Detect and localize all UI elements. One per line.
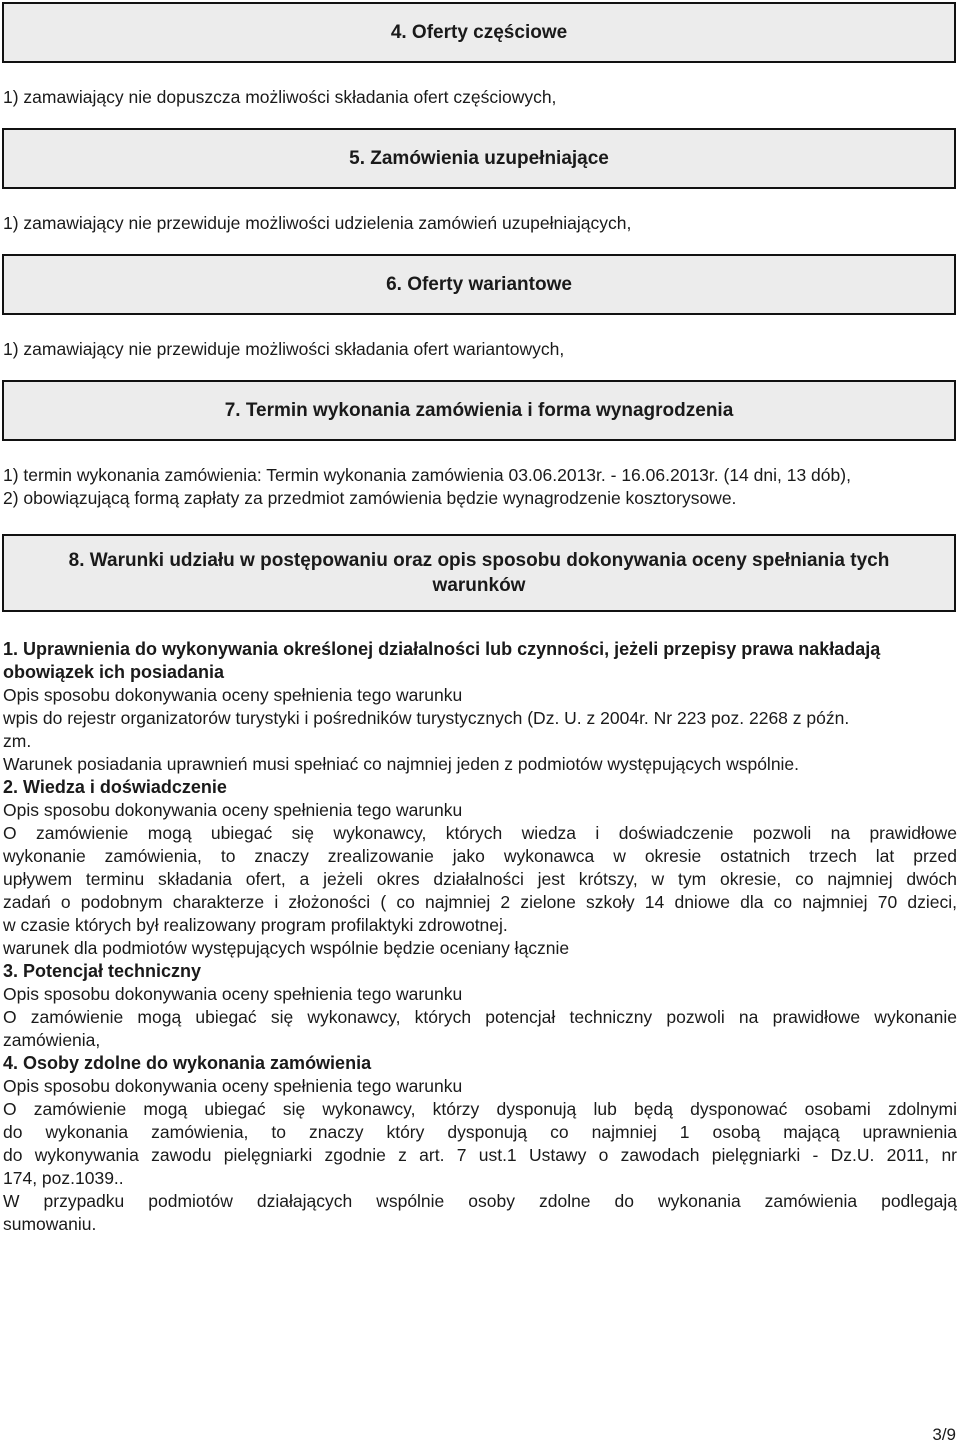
section-6-line: 1) zamawiający nie przewiduje możliwości składania ofert wariantowych,: [3, 339, 565, 359]
section-8-heading-line-1: 8. Warunki udziału w postępowaniu oraz opis sposobu dokonywania oceny spełniania tych: [68, 550, 890, 571]
section-6-heading: 6. Oferty wariantowe: [2, 254, 956, 315]
condition-4-text: sumowaniu.: [3, 1214, 97, 1234]
section-8-body: [3, 638, 957, 1236]
section-4-text: [3, 86, 957, 109]
section-7-line-1: 1) termin wykonania zamówienia: Termin wykonania zamówienia 03.06.2013r. - 16.06.2013r. (14 dni, 13 dób),: [3, 465, 851, 485]
condition-2-text: wykonanie zamówienia, to znaczy zrealizowanie jako wykonawca w okresie ostatnich trzech lat przed: [3, 846, 957, 866]
condition-2-text: warunek dla podmiotów występujących wspólnie będzie oceniany łącznie: [3, 938, 570, 958]
condition-4-text: O zamówienie mogą ubiegać się wykonawcy, którzy dysponują lub będą dysponować osobami zdolnymi: [3, 1099, 957, 1119]
section-5-text: [3, 212, 957, 235]
condition-4-desc-label: Opis sposobu dokonywania oceny spełnienia tego warunku: [3, 1076, 463, 1096]
condition-1-text: Warunek posiadania uprawnień musi spełniać co najmniej jeden z podmiotów występujących wspólnie.: [3, 754, 800, 774]
condition-1-title-cont: obowiązek ich posiadania: [3, 662, 225, 682]
section-4-heading: 4. Oferty częściowe: [2, 2, 956, 63]
condition-4-text: W przypadku podmiotów działających wspólnie osoby zdolne do wykonania zamówienia podlegają: [3, 1191, 957, 1211]
condition-4-text: 174, poz.1039..: [3, 1168, 124, 1188]
condition-3-desc-label: Opis sposobu dokonywania oceny spełnienia tego warunku: [3, 984, 463, 1004]
condition-4-title: 4. Osoby zdolne do wykonania zamówienia: [3, 1053, 372, 1073]
condition-1-text: wpis do rejestr organizatorów turystyki i pośredników turystycznych (Dz. U. z 2004r. Nr 223 poz. 2268 z późn.: [3, 708, 850, 728]
section-8-heading-line-2: warunków: [432, 575, 526, 596]
section-8-heading: [2, 534, 956, 612]
condition-4-text: do wykonania zamówienia, to znaczy który dysponują co najmniej 1 osobą mającą uprawnienia: [3, 1122, 957, 1142]
condition-1-desc-label: Opis sposobu dokonywania oceny spełnienia tego warunku: [3, 685, 463, 705]
condition-3-title: 3. Potencjał techniczny: [3, 961, 202, 981]
section-7-line-2: 2) obowiązującą formą zapłaty za przedmiot zamówienia będzie wynagrodzenie kosztorysowe.: [3, 488, 737, 508]
section-7-text: [3, 464, 957, 510]
section-7-heading: 7. Termin wykonania zamówienia i forma wynagrodzenia: [2, 380, 956, 441]
condition-2-text: upływem terminu składania ofert, a jeżeli okres działalności jest krótszy, w tym okresie, co najmniej dwóch: [3, 869, 957, 889]
section-5-line: 1) zamawiający nie przewiduje możliwości udzielenia zamówień uzupełniających,: [3, 213, 632, 233]
condition-2-text: O zamówienie mogą ubiegać się wykonawcy, których wiedza i doświadczenie pozwoli na prawidłowe: [3, 823, 957, 843]
condition-3-text: zamówienia,: [3, 1030, 101, 1050]
section-6-text: [3, 338, 957, 361]
page-number: 3/9: [932, 1425, 956, 1444]
condition-1-text: zm.: [3, 731, 32, 751]
section-5-heading: 5. Zamówienia uzupełniające: [2, 128, 956, 189]
section-4-line: 1) zamawiający nie dopuszcza możliwości składania ofert częściowych,: [3, 87, 557, 107]
condition-3-text: O zamówienie mogą ubiegać się wykonawcy, których potencjał techniczny pozwoli na prawidłowe wykonanie: [3, 1007, 957, 1027]
condition-2-desc-label: Opis sposobu dokonywania oceny spełnienia tego warunku: [3, 800, 463, 820]
condition-2-title: 2. Wiedza i doświadczenie: [3, 777, 227, 797]
condition-1-title: 1. Uprawnienia do wykonywania określonej działalności lub czynności, jeżeli przepisy prawa nakładają: [3, 639, 881, 659]
condition-2-text: w czasie których był realizowany program profilaktyki zdrowotnej.: [3, 915, 508, 935]
condition-2-text: zadań o podobnym charakterze i złożoności ( co najmniej 2 zielone szkoły 14 dniowe dla co najmniej 70 dzieci,: [3, 892, 957, 912]
condition-4-text: do wykonywania zawodu pielęgniarki zgodnie z art. 7 ust.1 Ustawy o zawodach pielęgniarki - Dz.U. 2011, nr: [3, 1145, 957, 1165]
